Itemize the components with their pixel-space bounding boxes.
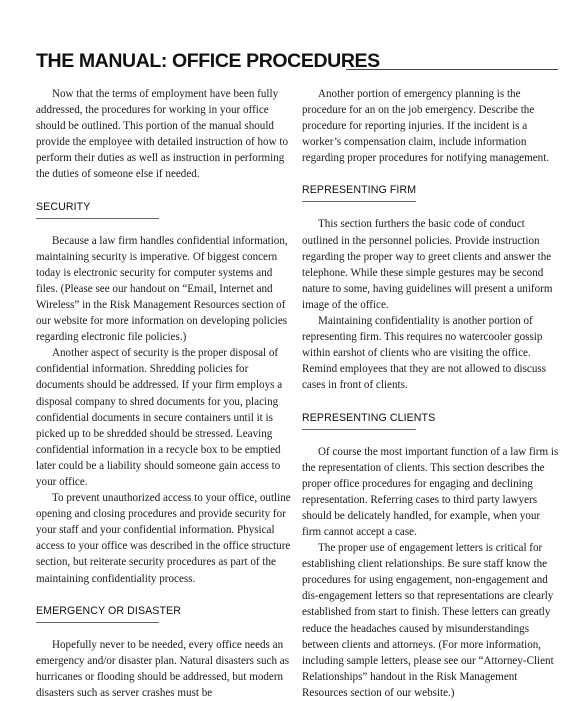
section-rule bbox=[36, 622, 159, 623]
representing-firm-paragraph-2: Maintaining confidentiality is another portion of representing firm. This requires no watercooler gossip within earshot of clients who are visiting the office. Remind employees that they are not allowed to discuss cases in front of clients. bbox=[302, 313, 560, 393]
right-column bbox=[302, 86, 560, 701]
security-paragraph-1: Because a law firm handles confidential information, maintaining security is imperative. Of biggest concern today is electronic security for computer systems and files. (Please see our handout on “Email, Internet and Wireless” in the Risk Management Resources section of our website for more information on developing policies regarding electronic file policies.) bbox=[36, 233, 294, 346]
representing-clients-heading: REPRESENTING CLIENTS bbox=[302, 412, 435, 424]
representing-clients-section bbox=[302, 408, 560, 701]
emergency-paragraph-1: Hopefully never to be needed, every office needs an emergency and/or disaster plan. Natural disasters such as hurricanes or flooding should be addressed, but modern disasters such as server crashes must be bbox=[36, 637, 294, 701]
emergency-planning-paragraph: Another portion of emergency planning is the procedure for an on the job emergency. Describe the procedure for reporting injuries. If the incident is a worker’s compensation claim, include information regarding proper procedures for notifying management. bbox=[302, 86, 560, 166]
left-column bbox=[36, 86, 294, 701]
emergency-section bbox=[36, 601, 294, 701]
title-rule bbox=[346, 69, 558, 70]
security-paragraph-2: Another aspect of security is the proper disposal of confidential information. Shredding policies for documents should be addressed. If your firm employs a disposal company to shred documents for you, placing confidential documents in secure containers until it is picked up to be shredded should be stressed. Leaving confidential information in a recycle box to be emptied later could be a liability should someone gain access to your office. bbox=[36, 345, 294, 490]
security-heading: SECURITY bbox=[36, 201, 90, 213]
representing-firm-section bbox=[302, 180, 560, 393]
page-title: THE MANUAL: OFFICE PROCEDURES bbox=[36, 50, 380, 73]
security-paragraph-3: To prevent unauthorized access to your office, outline opening and closing procedures and provide security for your staff and your confidential information. Physical access to your office was described in the office structure section, but reiterate security procedures as part of the maintaining confidentiality process. bbox=[36, 490, 294, 587]
security-section bbox=[36, 197, 294, 587]
representing-clients-paragraph-2: The proper use of engagement letters is critical for establishing client relationships. Be sure staff know the procedures for using engagement, non-engagement and dis-engagement letters so that representations are clearly established from start to finish. These letters can greatly reduce the headaches caused by misunderstandings between clients and attorneys. (For more information, including sample letters, please see our “Attorney-Client Relationships” handout in the Risk Management Resources section of our website.) bbox=[302, 540, 560, 701]
representing-clients-paragraph-1: Of course the most important function of a law firm is the representation of clients. This section describes the proper office procedures for engaging and declining representation. Referring cases to third party lawyers should be delicately handled, for example, when your firm cannot accept a case. bbox=[302, 444, 560, 541]
section-rule bbox=[302, 429, 416, 430]
intro-paragraph: Now that the terms of employment have been fully addressed, the procedures for working in your office should be outlined. This portion of the manual should provide the employee with detailed instruction of how to perform their duties as well as instruction in performing the duties of someone else if needed. bbox=[36, 86, 294, 183]
representing-firm-heading: REPRESENTING FIRM bbox=[302, 184, 416, 196]
representing-firm-paragraph-1: This section furthers the basic code of conduct outlined in the personnel policies. Provide instruction regarding the proper way to greet clients and answer the telephone. While these simple gestures may be second nature to some, having guidelines will present a uniform image of the office. bbox=[302, 216, 560, 313]
section-rule bbox=[36, 218, 159, 219]
section-rule bbox=[302, 201, 416, 202]
emergency-heading: EMERGENCY OR DISASTER bbox=[36, 605, 181, 617]
